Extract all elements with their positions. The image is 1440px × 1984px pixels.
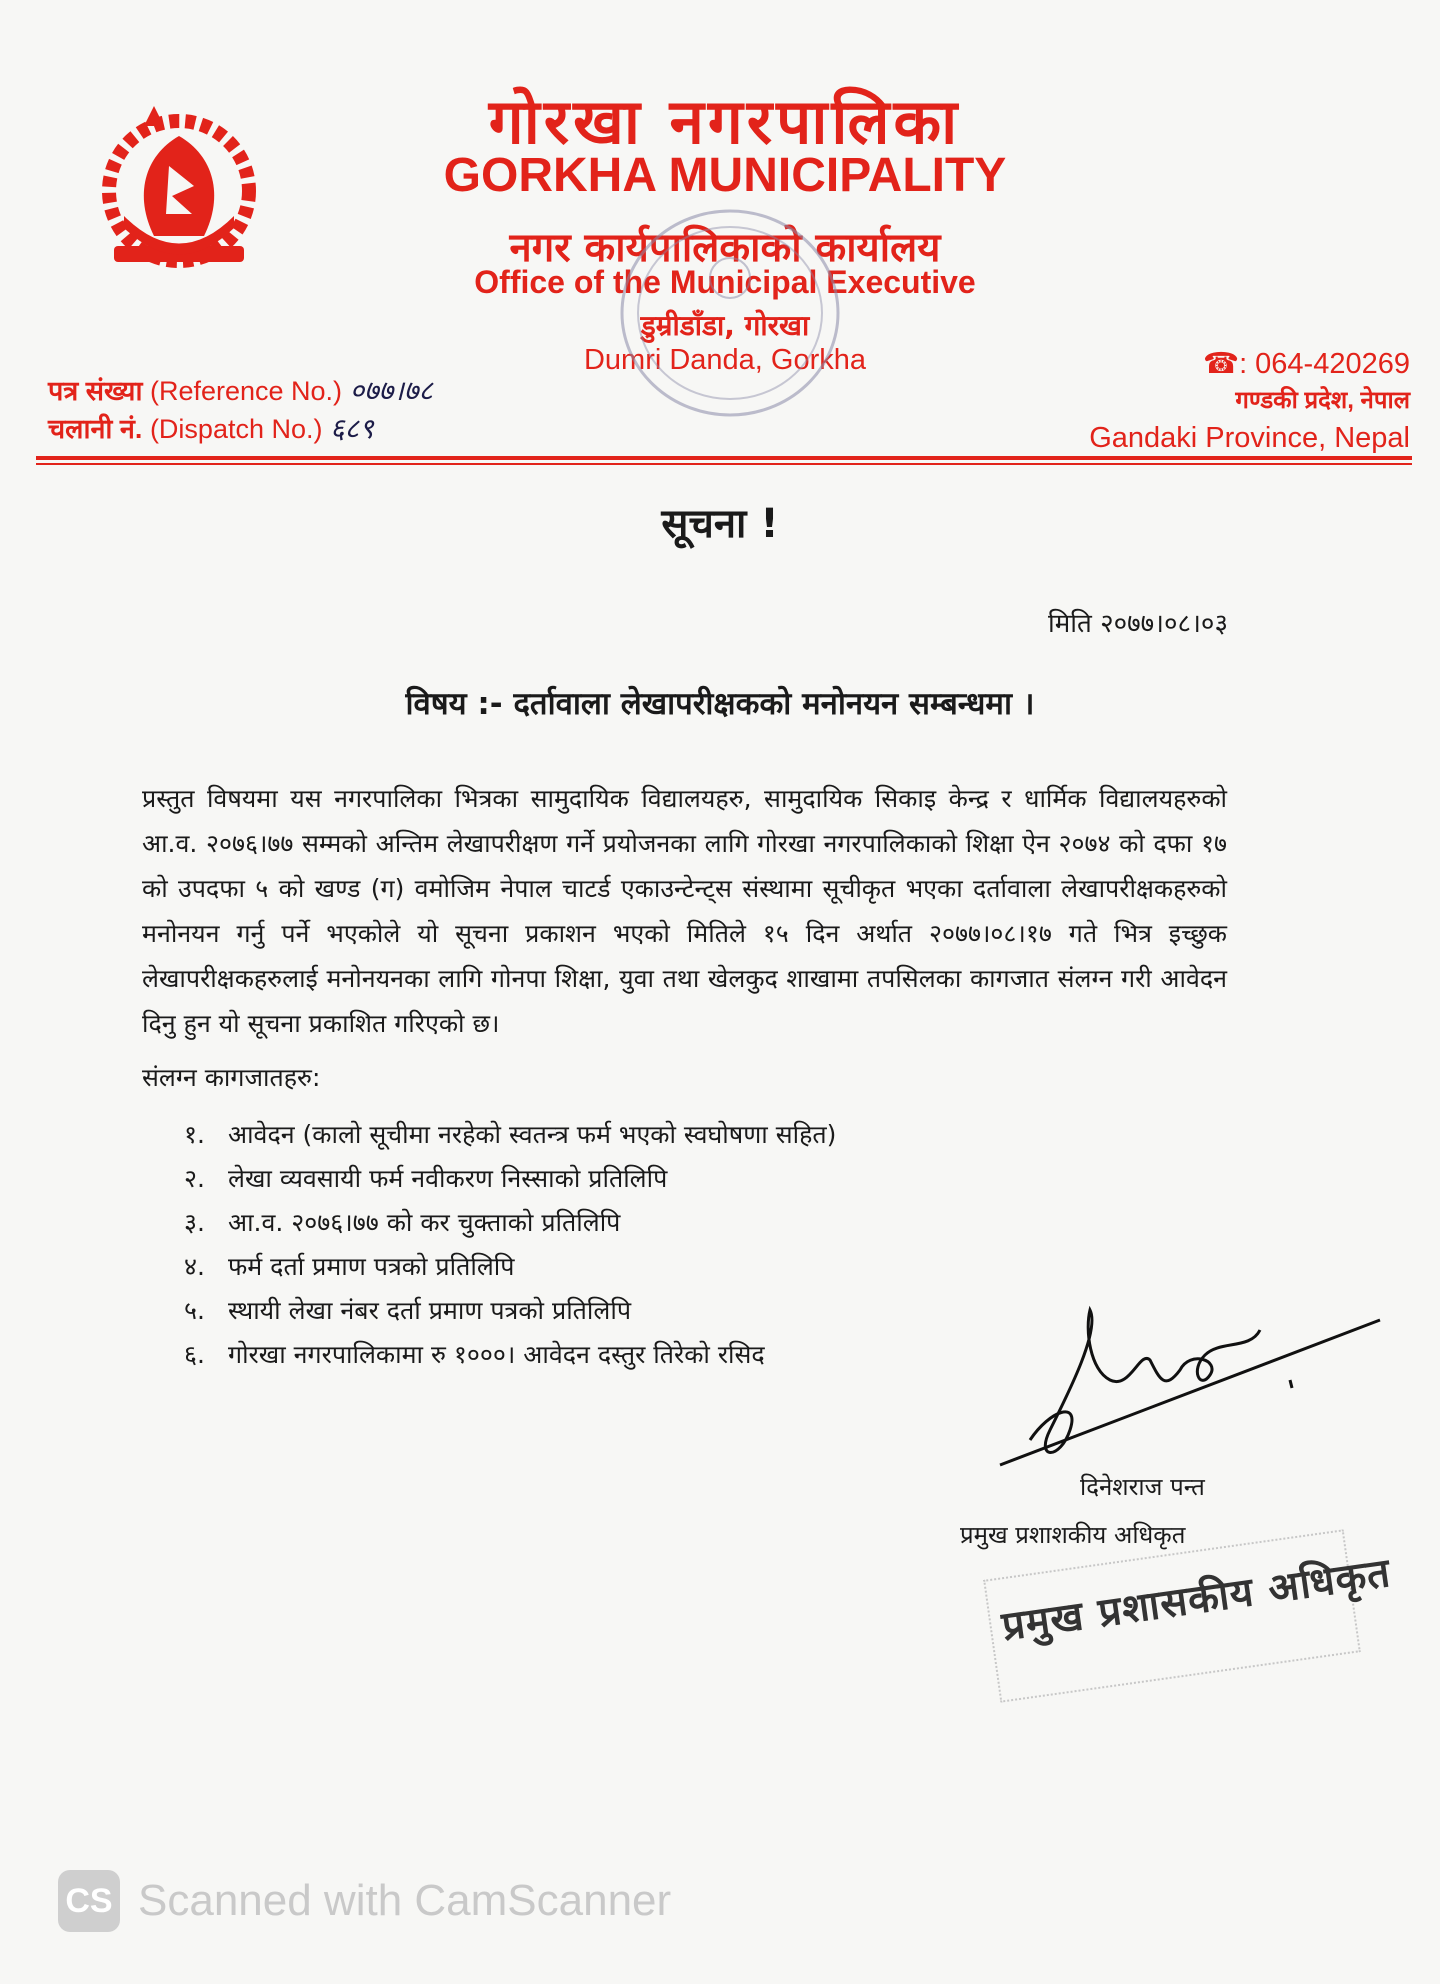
list-item [184,1113,836,1157]
list-item-text: स्थायी लेखा नंबर दर्ता प्रमाण पत्रको प्रतिलिपि [228,1296,632,1325]
list-item [184,1157,836,1201]
phone-number: : 064-420269 [1239,348,1410,380]
dispatch-number-row [48,410,433,448]
header-divider [36,456,1412,460]
list-item-text: आ.व. २०७६।७७ को कर चुक्ताको प्रतिलिपि [228,1208,621,1237]
designation-stamp: प्रमुख प्रशासकीय अधिकृत [999,1549,1394,1651]
reference-block [48,372,433,448]
watermark-text: Scanned with CamScanner [138,1876,672,1925]
dispatch-label-english: (Dispatch No.) [149,414,323,444]
province-english: Gandaki Province, Nepal [1089,422,1410,454]
municipality-name-nepali: गोरखा नगरपालिका [488,85,962,158]
list-item-number: ३. [184,1208,205,1237]
notice-subject: विषय :- दर्तावाला लेखापरीक्षकको मनोनयन सम्बन्धमा । [405,686,1035,722]
contact-block [1089,346,1410,455]
attachments-list [184,1113,836,1377]
location-english: Dumri Danda, Gorkha [583,344,867,376]
notice-paragraph: प्रस्तुत विषयमा यस नगरपालिका भित्रका सामुदायिक विद्यालयहरु, सामुदायिक सिकाइ केन्द्र र धार्मिक विद्यालयहरुको आ.व. २०७६।७७ सम्मको अन्तिम लेखापरीक्षण गर्ने प्रयोजनका लागि गोरखा नगरपालिकाको शिक्षा ऐन २०७४ को दफा १७ को उपदफा ५ को खण्ड (ग) वमोजिम नेपाल चाटर्ड एकाउन्टेन्ट्स संस्थामा सूचीकृत भएका दर्तावाला लेखापरीक्षकहरुको मनोनयन गर्नु पर्ने भएकोले यो सूचना प्रकाशन भएको मितिले १५ दिन अर्थात २०७७।०८।१७ गते भित्र इच्छुक लेखापरीक्षकहरुलाई मनोनयनका लागि गोनपा शिक्षा, युवा तथा खेलकुद शाखामा तपसिलका कागजात संलग्न गरी आवेदन दिनु हुन यो सूचना प्रकाशित गरिएको छ। [142,784,1227,1038]
office-name-english: Office of the Municipal Executive [474,264,976,300]
reference-label-english: (Reference No.) [149,376,343,406]
list-item-text: गोरखा नगरपालिकामा रु १०००। आवेदन दस्तुर तिरेको रसिद [228,1340,765,1369]
list-item-number: ६. [184,1340,205,1369]
list-item-text: आवेदन (कालो सूचीमा नरहेको स्वतन्त्र फर्म भएको स्वघोषणा सहित) [228,1120,837,1149]
camscanner-logo-icon: CS [58,1870,120,1932]
phone-icon: ☎ [1202,348,1240,380]
dispatch-label-nepali: चलानी नं. [48,414,143,444]
signature-icon [990,1290,1390,1480]
location-nepali: डुम्रीडाँडा, गोरखा [640,309,810,342]
notice-title: सूचना ! [661,501,779,547]
camscanner-watermark [58,1870,671,1932]
dispatch-number-value: ६८९ [330,412,374,445]
province-nepali: गण्डकी प्रदेश, नेपाल [1235,387,1410,414]
list-item-number: १. [184,1120,205,1149]
attachments-heading: संलग्न कागजातहरु: [142,1063,321,1092]
municipality-name-english: GORKHA MUNICIPALITY [443,149,1007,202]
header-divider-thin [36,463,1412,465]
nepal-emblem-icon [84,96,274,286]
signatory-designation: प्रमुख प्रशाशकीय अधिकृत [960,1521,1186,1549]
list-item [184,1201,836,1245]
office-name-nepali: नगर कार्यपालिकाको कार्यालय [509,225,941,271]
list-item [184,1289,836,1333]
list-item-number: २. [184,1164,205,1193]
list-item-text: लेखा व्यवसायी फर्म नवीकरण निस्साको प्रतिलिपि [228,1164,668,1193]
reference-number-value: ०७७।७८ [349,374,433,407]
list-item [184,1245,836,1289]
signatory-name: दिनेशराज पन्त [1080,1473,1205,1501]
list-item [184,1333,836,1377]
list-item-number: ४. [184,1252,205,1281]
phone-row [1089,346,1410,381]
list-item-text: फर्म दर्ता प्रमाण पत्रको प्रतिलिपि [228,1252,515,1281]
reference-label-nepali: पत्र संख्या [48,376,143,406]
list-item-number: ५. [184,1296,205,1325]
office-seal-icon [610,198,850,428]
reference-number-row [48,372,433,410]
notice-date: मिति २०७७।०८।०३ [1048,609,1228,639]
